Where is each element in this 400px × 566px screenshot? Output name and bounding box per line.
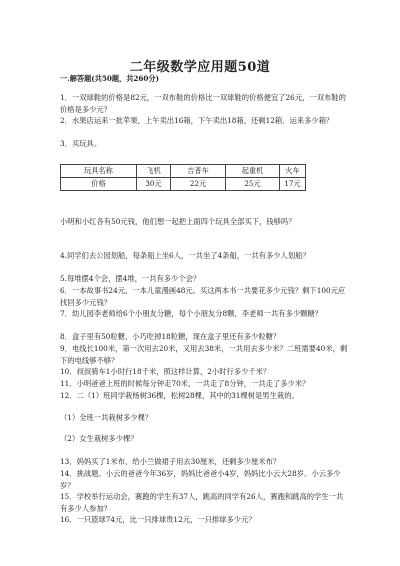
section-heading: 一.解答题(共50题，共260分) [60,74,159,83]
question-11: 11．小明爸爸上班的时候每分钟走70米，一共走了8分钟，一共走了多少米？ [60,379,310,388]
question-5: 5.每堆摆4个会，摆4堆，一共有多少个会？ [60,274,201,283]
toy-price-table [60,164,306,191]
question-3: 3．买玩具。 [60,139,102,148]
toy-name-cell: 火车 [280,165,306,178]
toy-price-row [61,178,306,191]
toy-name-cell: 吉普车 [171,165,226,178]
table-header-label: 玩具名称 [61,165,137,178]
question-2: 2．水果店运来一批苹果，上午卖出16箱，下午卖出18箱，还剩12箱．运来多少箱？ [60,116,334,125]
question-12-part-1: （1）全班一共栽树多少棵？ [60,413,153,422]
question-12: 12．二（1）班同学栽杨树36棵，松树28棵，其中的31棵树是男生栽的。 [60,391,299,400]
question-10: 10．叔叔骑车1小时行18千米，照这样计算，2小时行多少千米？ [60,367,271,376]
toy-price-cell: 22元 [171,178,226,191]
toy-price-cell: 25元 [226,178,280,191]
question-9: 9．电线长100米，第一次用去20米，又用去38米，一共用去多少米？二班需要40米，剩下的电线够不够？ [60,344,348,365]
toy-price-cell: 17元 [280,178,306,191]
question-13: 13．妈妈买了1米布，给小兰做裙子用去30厘米，还剩多少厘米布？ [60,457,281,466]
question-16: 16．一只篮球74元，比一只排球贵12元，一只排球多少元？ [60,515,256,524]
toy-name-row [61,165,306,178]
price-label-cell: 价格 [61,178,137,191]
toy-price-cell: 30元 [137,178,171,191]
toy-name-cell: 飞机 [137,165,171,178]
question-1: 1．一双球鞋的价格是82元，一双布鞋的价格比一双球鞋的价格便宜了26元，一双布鞋的价格是多少元？ [60,93,346,114]
question-4: 4.同学们去公园划船，每条船上坐6人，一共坐了4条船，一共有多少人划船？ [60,251,310,260]
question-15: 15．学校举行运动会，赛跑的学生有37人，跳高的同学有26人，赛跑和跳高的学生一共有多少人参加？ [60,492,344,513]
question-12-part-2: （2）女生栽树多少棵？ [60,434,138,443]
question-7: 7．幼儿园李老师给6个小朋友分糖，每个小朋友分8颗，李老师一共有多少颗糖？ [60,309,323,318]
question-6: 6．一本故事书24元，一本儿童漫画48元。买这两本书一共要花多少元钱？剩下100元应找回多少元钱？ [60,286,346,307]
page-title: 二年级数学应用题50道 [129,60,271,75]
question-3-followup: 小明和小红各有50元钱，他们想一起把上面四个玩具全部买下，钱够吗？ [60,217,296,226]
question-14: 14．挑战题。小云的爸爸今年36岁，妈妈比爸爸小4岁，妈妈比小云大28岁。小云多少岁？ [60,469,341,490]
toy-name-cell: 起重机 [226,165,280,178]
question-8: 8．盒子里有50粒糖，小巧吃掉18粒糖，现在盒子里还有多少粒糖？ [60,332,281,341]
